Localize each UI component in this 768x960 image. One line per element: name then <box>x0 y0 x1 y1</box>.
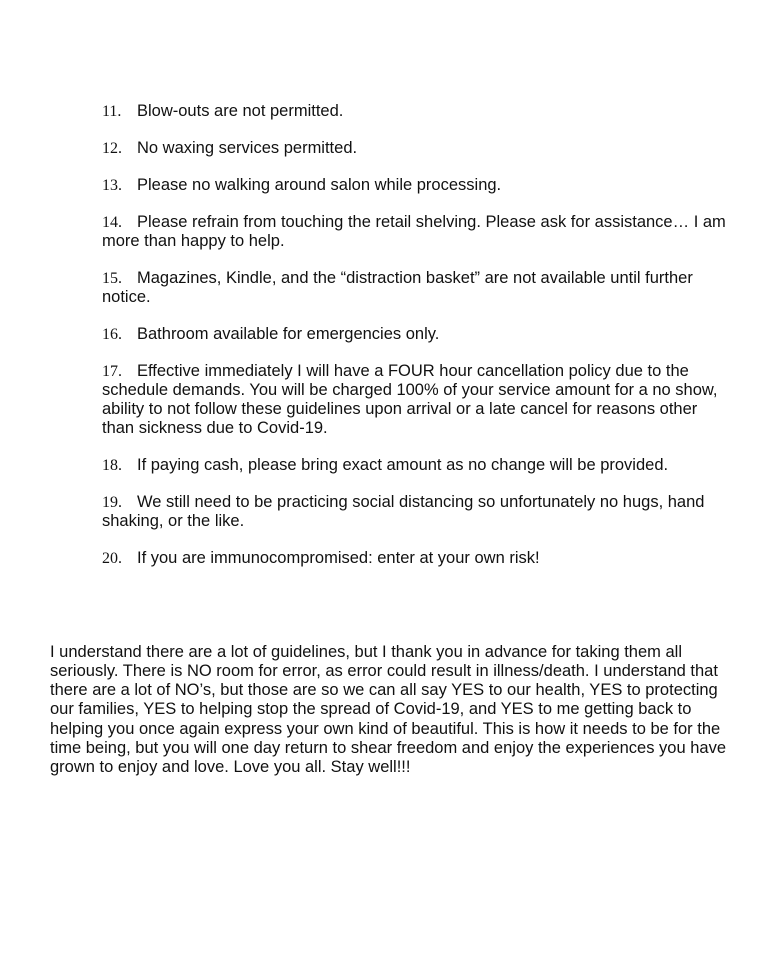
rule-text: If you are immunocompromised: enter at your own risk! <box>137 549 540 567</box>
rule-number: 15. <box>102 270 122 287</box>
rule-number: 18. <box>102 457 122 474</box>
rule-item-20 <box>102 549 732 568</box>
rule-text: Please refrain from touching the retail shelving. Please ask for assistance… I am more than happy to help. <box>102 213 726 250</box>
rule-number: 13. <box>102 177 122 194</box>
rule-item-19 <box>102 493 732 531</box>
rule-number: 17. <box>102 363 122 380</box>
rule-number: 19. <box>102 494 122 511</box>
rule-text: Bathroom available for emergencies only. <box>137 325 440 343</box>
rule-text: Please no walking around salon while processing. <box>137 176 502 194</box>
rule-item-13 <box>102 176 732 195</box>
rule-number: 11. <box>102 103 122 120</box>
rule-item-16 <box>102 325 732 344</box>
rule-text: If paying cash, please bring exact amount as no change will be provided. <box>137 456 669 474</box>
rule-text: Effective immediately I will have a FOUR hour cancellation policy due to the schedule demands. You will be charged 100% of your service amount for a no show, ability to not follow these guidelines upon arrival or a late cancel for reasons other than sickness due to Covid-19. <box>102 362 718 437</box>
rule-text: We still need to be practicing social distancing so unfortunately no hugs, hand shaking, or the like. <box>102 493 705 530</box>
rule-text: No waxing services permitted. <box>137 139 358 157</box>
rule-item-17 <box>102 362 732 438</box>
rule-text: Blow-outs are not permitted. <box>137 102 344 120</box>
rule-number: 12. <box>102 140 122 157</box>
rule-item-15 <box>102 269 732 307</box>
rule-item-11 <box>102 102 732 121</box>
rule-item-12 <box>102 139 732 158</box>
guidelines-list <box>102 102 732 586</box>
rule-item-18 <box>102 456 732 475</box>
rule-number: 16. <box>102 326 122 343</box>
rule-item-14 <box>102 213 732 251</box>
rule-text: Magazines, Kindle, and the “distraction basket” are not available until further notice. <box>102 269 693 306</box>
rule-number: 20. <box>102 550 122 567</box>
closing-paragraph: I understand there are a lot of guidelines, but I thank you in advance for taking them all seriously. There is NO room for error, as error could result in illness/death. I understand that there are a lot of NO’s, but those are so we can all say YES to our health, YES to protecting our families, YES to helping stop the spread of Covid-19, and YES to me getting back to helping you once again express your own kind of beautiful. This is how it needs to be for the time being, but you will one day return to shear freedom and enjoy the experiences you have grown to enjoy and love. Love you all. Stay well!!! <box>50 642 726 777</box>
rule-number: 14. <box>102 214 122 231</box>
